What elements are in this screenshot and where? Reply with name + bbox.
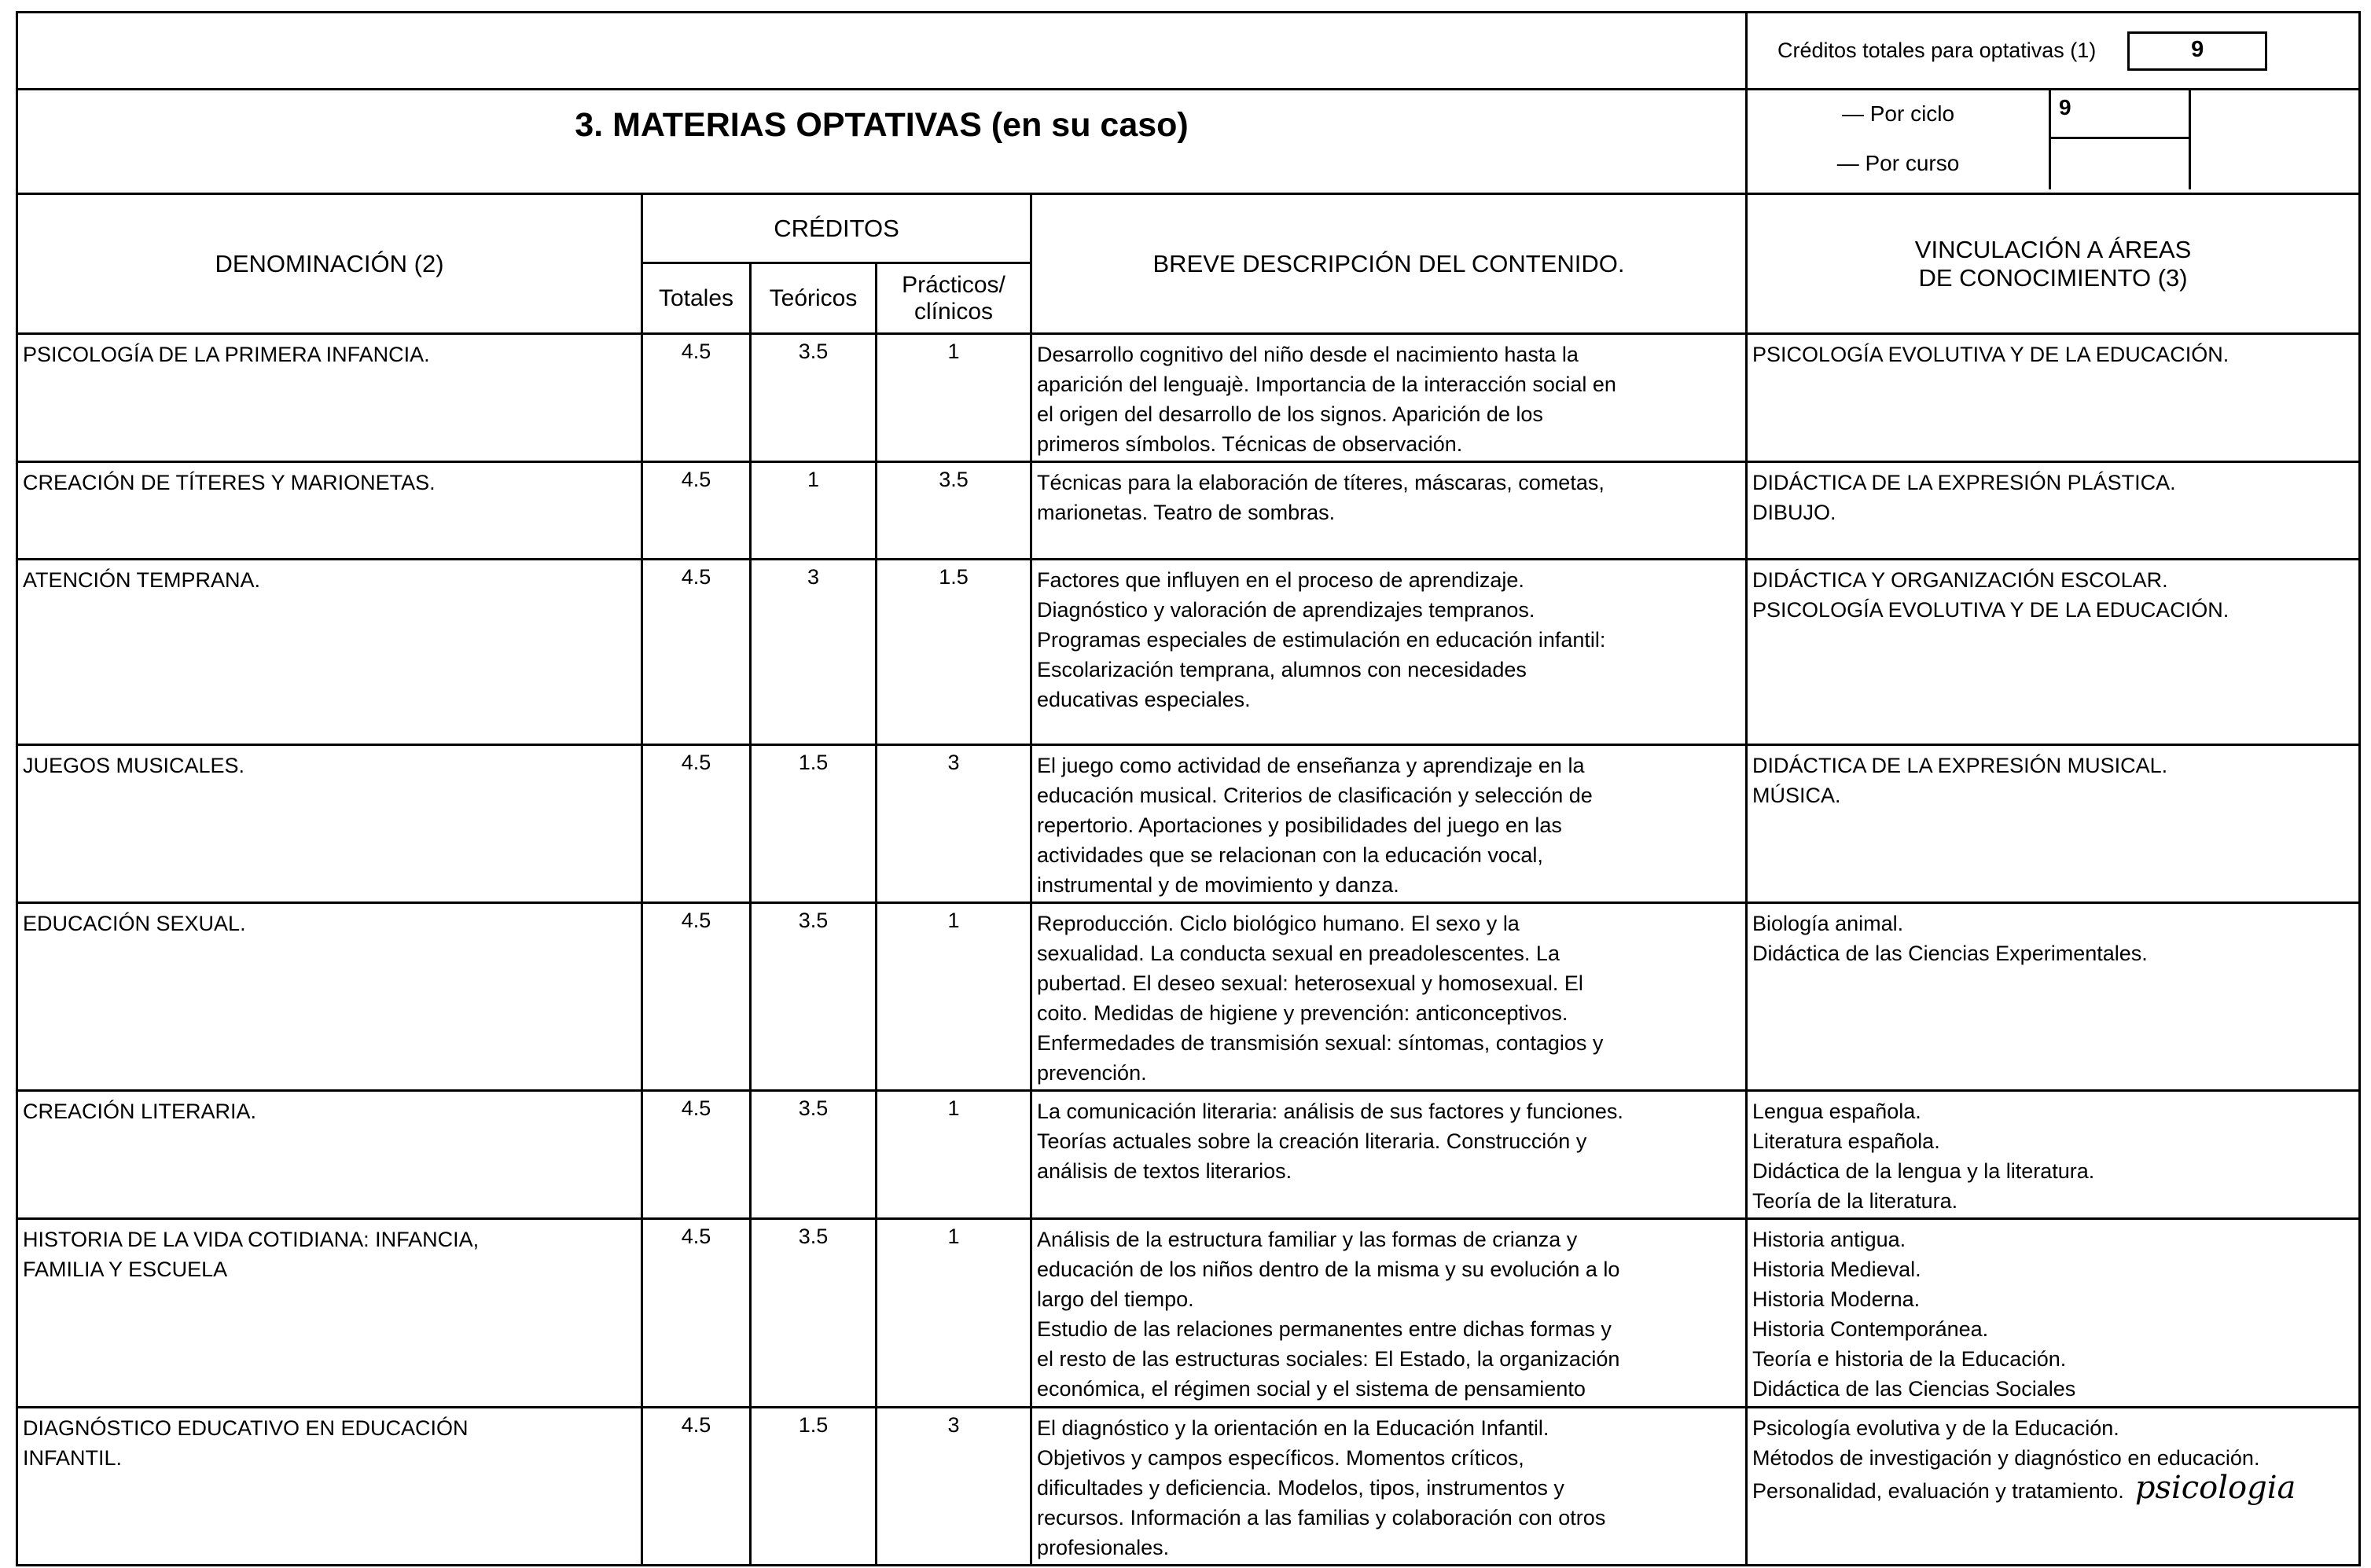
subject-name-line: CREACIÓN LITERARIA.: [23, 1100, 257, 1123]
knowledge-areas-line: DIDÁCTICA DE LA EXPRESIÓN PLÁSTICA.: [1752, 471, 2176, 494]
subject-name-line: HISTORIA DE LA VIDA COTIDIANA: INFANCIA,: [23, 1228, 480, 1251]
credits-total: 4.5: [642, 745, 751, 903]
subject-description-line: actividades que se relacionan con la educación vocal,: [1037, 843, 1543, 867]
table-row: [17, 560, 2360, 745]
col-header-totales: Totales: [642, 263, 751, 334]
credits-total: 4.5: [642, 334, 751, 462]
col-header-practicos-line2: clínicos: [913, 298, 994, 325]
col-header-vinculacion-line1: VINCULACIÓN A ÁREAS: [1914, 235, 2192, 263]
credits-practice: 1: [877, 1091, 1031, 1219]
subject-name: [17, 1408, 642, 1566]
credits-practice: 3.5: [877, 462, 1031, 560]
col-header-teoricos: Teóricos: [751, 263, 877, 334]
knowledge-areas-line: Literatura española.: [1752, 1129, 1940, 1153]
per-cycle-label: — Por ciclo: [1841, 101, 1955, 126]
subject-name-line: PSICOLOGÍA DE LA PRIMERA INFANCIA.: [23, 343, 430, 366]
credits-theory: 3.5: [751, 334, 877, 462]
subject-description-line: el resto de las estructuras sociales: El Estado, la organización: [1037, 1347, 1620, 1371]
table-row: [17, 1091, 2360, 1219]
credits-practice: 1: [877, 334, 1031, 462]
table-row: [17, 1219, 2360, 1408]
subject-description-line: La comunicación literaria: análisis de sus factores y funciones.: [1037, 1100, 1623, 1123]
knowledge-areas-line: DIDÁCTICA DE LA EXPRESIÓN MUSICAL.: [1752, 754, 2168, 777]
table-row: [17, 1408, 2360, 1566]
col-header-practicos-line1: Prácticos/: [902, 271, 1005, 298]
subject-description-line: dificultades y deficiencia. Modelos, tipos, instrumentos y: [1037, 1476, 1564, 1500]
knowledge-areas-line: Historia Medieval.: [1752, 1258, 1921, 1281]
subject-description: [1031, 745, 1747, 903]
knowledge-areas-line: DIBUJO.: [1752, 501, 1836, 524]
knowledge-areas-line: Historia Moderna.: [1752, 1287, 1921, 1311]
credits-theory: 3: [751, 560, 877, 745]
document-sheet: [16, 11, 2358, 1566]
subject-description-line: El diagnóstico y la orientación en la Educación Infantil.: [1037, 1416, 1549, 1440]
subject-description-line: económica, el régimen social y el sistema de pensamiento: [1037, 1377, 1586, 1401]
knowledge-areas-line: Métodos de investigación y diagnóstico en educación.: [1752, 1446, 2260, 1470]
subject-description-line: Técnicas para la elaboración de títeres, máscaras, cometas,: [1037, 471, 1605, 494]
subject-description-line: repertorio. Aportaciones y posibilidades del juego en las: [1037, 813, 1562, 837]
subject-name: [17, 462, 642, 560]
knowledge-areas-line: Psicología evolutiva y de la Educación.: [1752, 1416, 2119, 1440]
credits-practice: 1: [877, 1219, 1031, 1408]
subject-description-line: Escolarización temprana, alumnos con necesidades: [1037, 658, 1527, 681]
subject-description: [1031, 1091, 1747, 1219]
credits-total: 4.5: [642, 462, 751, 560]
knowledge-areas-line: Didáctica de las Ciencias Sociales: [1752, 1377, 2076, 1401]
subject-description-line: el origen del desarrollo de los signos. Aparición de los: [1037, 402, 1543, 426]
subject-description-line: marionetas. Teatro de sombras.: [1037, 501, 1336, 524]
table-row: [17, 903, 2360, 1091]
credits-total: 4.5: [642, 1091, 751, 1219]
subject-name-line: JUEGOS MUSICALES.: [23, 754, 245, 777]
per-course-value: [2050, 138, 2190, 189]
credits-practice: 3: [877, 745, 1031, 903]
knowledge-areas: [1747, 334, 2360, 462]
subject-description-line: primeros símbolos. Técnicas de observación.: [1037, 432, 1463, 456]
subject-description: [1031, 462, 1747, 560]
per-cycle-cell: [1747, 90, 2360, 194]
knowledge-areas-line: Lengua española.: [1752, 1100, 1921, 1123]
credits-practice: 1.5: [877, 560, 1031, 745]
subject-description-line: Diagnóstico y valoración de aprendizajes tempranos.: [1037, 598, 1535, 622]
subject-name: [17, 903, 642, 1091]
col-header-descripcion: BREVE DESCRIPCIÓN DEL CONTENIDO.: [1031, 194, 1747, 334]
subject-name: [17, 1091, 642, 1219]
credits-theory: 1: [751, 462, 877, 560]
subject-name-line: DIAGNÓSTICO EDUCATIVO EN EDUCACIÓN: [23, 1416, 469, 1440]
subject-description-line: Teorías actuales sobre la creación literaria. Construcción y: [1037, 1129, 1587, 1153]
subject-description-line: coito. Medidas de higiene y prevención: anticonceptivos.: [1037, 1001, 1568, 1025]
col-header-vinculacion: [1747, 194, 2360, 334]
per-cycle-table: [1748, 90, 2358, 189]
subject-description-line: educativas especiales.: [1037, 688, 1251, 711]
knowledge-areas-line: Teoría de la literatura.: [1752, 1189, 1958, 1213]
per-cycle-value: 9: [2050, 90, 2190, 138]
total-credits-label: Créditos totales para optativas (1): [1777, 39, 2097, 62]
table-row: [17, 334, 2360, 462]
subject-description-line: Objetivos y campos específicos. Momentos críticos,: [1037, 1446, 1524, 1470]
subject-description-line: Enfermedades de transmisión sexual: síntomas, contagios y: [1037, 1031, 1604, 1055]
col-header-denominacion: DENOMINACIÓN (2): [17, 194, 642, 334]
knowledge-areas: [1747, 745, 2360, 903]
optional-subjects-table: [16, 11, 2361, 1566]
subject-description-line: análisis de textos literarios.: [1037, 1159, 1292, 1183]
subject-description-line: largo del tiempo.: [1037, 1287, 1194, 1311]
subject-description-line: pubertad. El deseo sexual: heterosexual y homosexual. El: [1037, 971, 1583, 995]
credits-total: 4.5: [642, 1219, 751, 1408]
subject-description: [1031, 334, 1747, 462]
table-row: [17, 462, 2360, 560]
subject-name: [17, 560, 642, 745]
subject-description-line: recursos. Información a las familias y colaboración con otros: [1037, 1506, 1606, 1529]
knowledge-areas-line: PSICOLOGÍA EVOLUTIVA Y DE LA EDUCACIÓN.: [1752, 343, 2229, 366]
knowledge-areas-line: Teoría e historia de la Educación.: [1752, 1347, 2067, 1371]
areas-last-line-wrap: [1752, 1470, 2354, 1506]
subject-description-line: sexualidad. La conducta sexual en preadolescentes. La: [1037, 942, 1560, 965]
knowledge-areas: [1747, 560, 2360, 745]
subject-description: [1031, 1408, 1747, 1566]
page-title: 3. MATERIAS OPTATIVAS (en su caso): [575, 106, 1189, 144]
col-header-vinculacion-line2: DE CONOCIMIENTO (3): [1918, 263, 2188, 292]
handwritten-note: psicologia: [2134, 1470, 2296, 1506]
credits-theory: 3.5: [751, 903, 877, 1091]
subject-name-line: CREACIÓN DE TÍTERES Y MARIONETAS.: [23, 471, 436, 494]
total-credits-cell: [1747, 13, 2360, 90]
credits-theory: 3.5: [751, 1219, 877, 1408]
per-cycle-spacer: [2190, 90, 2359, 138]
subject-description-line: prevención.: [1037, 1061, 1147, 1085]
subject-description: [1031, 1219, 1747, 1408]
credits-theory: 3.5: [751, 1091, 877, 1219]
credits-theory: 1.5: [751, 1408, 877, 1566]
subject-description-line: profesionales.: [1037, 1536, 1170, 1559]
credits-total: 4.5: [642, 903, 751, 1091]
total-credits-value: 9: [2127, 31, 2267, 71]
subject-name-line: ATENCIÓN TEMPRANA.: [23, 568, 261, 592]
credits-total: 4.5: [642, 1408, 751, 1566]
subject-description-line: Análisis de la estructura familiar y las formas de crianza y: [1037, 1228, 1578, 1251]
credits-practice: 1: [877, 903, 1031, 1091]
subject-description-line: Reproducción. Ciclo biológico humano. El sexo y la: [1037, 912, 1520, 935]
knowledge-areas: [1747, 1219, 2360, 1408]
credits-theory: 1.5: [751, 745, 877, 903]
subject-description-line: Programas especiales de estimulación en educación infantil:: [1037, 628, 1606, 652]
knowledge-areas-line: Didáctica de la lengua y la literatura.: [1752, 1159, 2095, 1183]
subject-description-line: aparición del lenguajè. Importancia de la interacción social en: [1037, 373, 1616, 396]
knowledge-areas-line: Historia antigua.: [1752, 1228, 1906, 1251]
subject-description: [1031, 560, 1747, 745]
subject-description-line: educación musical. Criterios de clasificación y selección de: [1037, 784, 1593, 807]
per-course-label: — Por curso: [1836, 151, 1960, 175]
subject-name-line: FAMILIA Y ESCUELA: [23, 1258, 228, 1281]
subjects-body: [17, 334, 2360, 1566]
subject-description-line: Desarrollo cognitivo del niño desde el nacimiento hasta la: [1037, 343, 1579, 366]
subject-description-line: Factores que influyen en el proceso de aprendizaje.: [1037, 568, 1524, 592]
subject-name-line: INFANTIL.: [23, 1446, 123, 1470]
subject-name: [17, 1219, 642, 1408]
subject-description: [1031, 903, 1747, 1091]
knowledge-areas: [1747, 1408, 2360, 1566]
subject-description-line: Estudio de las relaciones permanentes entre dichas formas y: [1037, 1317, 1612, 1341]
subject-description-line: instrumental y de movimiento y danza.: [1037, 873, 1399, 897]
credits-practice: 3: [877, 1408, 1031, 1566]
header-blank-cell: [17, 13, 1747, 90]
subject-description-line: educación de los niños dentro de la misma y su evolución a lo: [1037, 1258, 1620, 1281]
subject-name: [17, 745, 642, 903]
col-header-practicos: [877, 263, 1031, 334]
credits-total: 4.5: [642, 560, 751, 745]
knowledge-areas: [1747, 1091, 2360, 1219]
knowledge-areas-line: Personalidad, evaluación y tratamiento.: [1752, 1479, 2124, 1503]
table-row: [17, 745, 2360, 903]
knowledge-areas-line: Historia Contemporánea.: [1752, 1317, 1989, 1341]
knowledge-areas-line: DIDÁCTICA Y ORGANIZACIÓN ESCOLAR.: [1752, 568, 2168, 592]
knowledge-areas: [1747, 903, 2360, 1091]
col-header-creditos: CRÉDITOS: [642, 194, 1031, 263]
knowledge-areas-line: PSICOLOGÍA EVOLUTIVA Y DE LA EDUCACIÓN.: [1752, 598, 2229, 622]
knowledge-areas-line: Didáctica de las Ciencias Experimentales.: [1752, 942, 2148, 965]
knowledge-areas-line: Biología animal.: [1752, 912, 1904, 935]
per-course-spacer: [2190, 138, 2359, 189]
knowledge-areas: [1747, 462, 2360, 560]
subject-name: [17, 334, 642, 462]
subject-name-line: EDUCACIÓN SEXUAL.: [23, 912, 246, 935]
subject-description-line: El juego como actividad de enseñanza y aprendizaje en la: [1037, 754, 1585, 777]
knowledge-areas-line: MÚSICA.: [1752, 784, 1841, 807]
title-cell: [17, 90, 1747, 194]
